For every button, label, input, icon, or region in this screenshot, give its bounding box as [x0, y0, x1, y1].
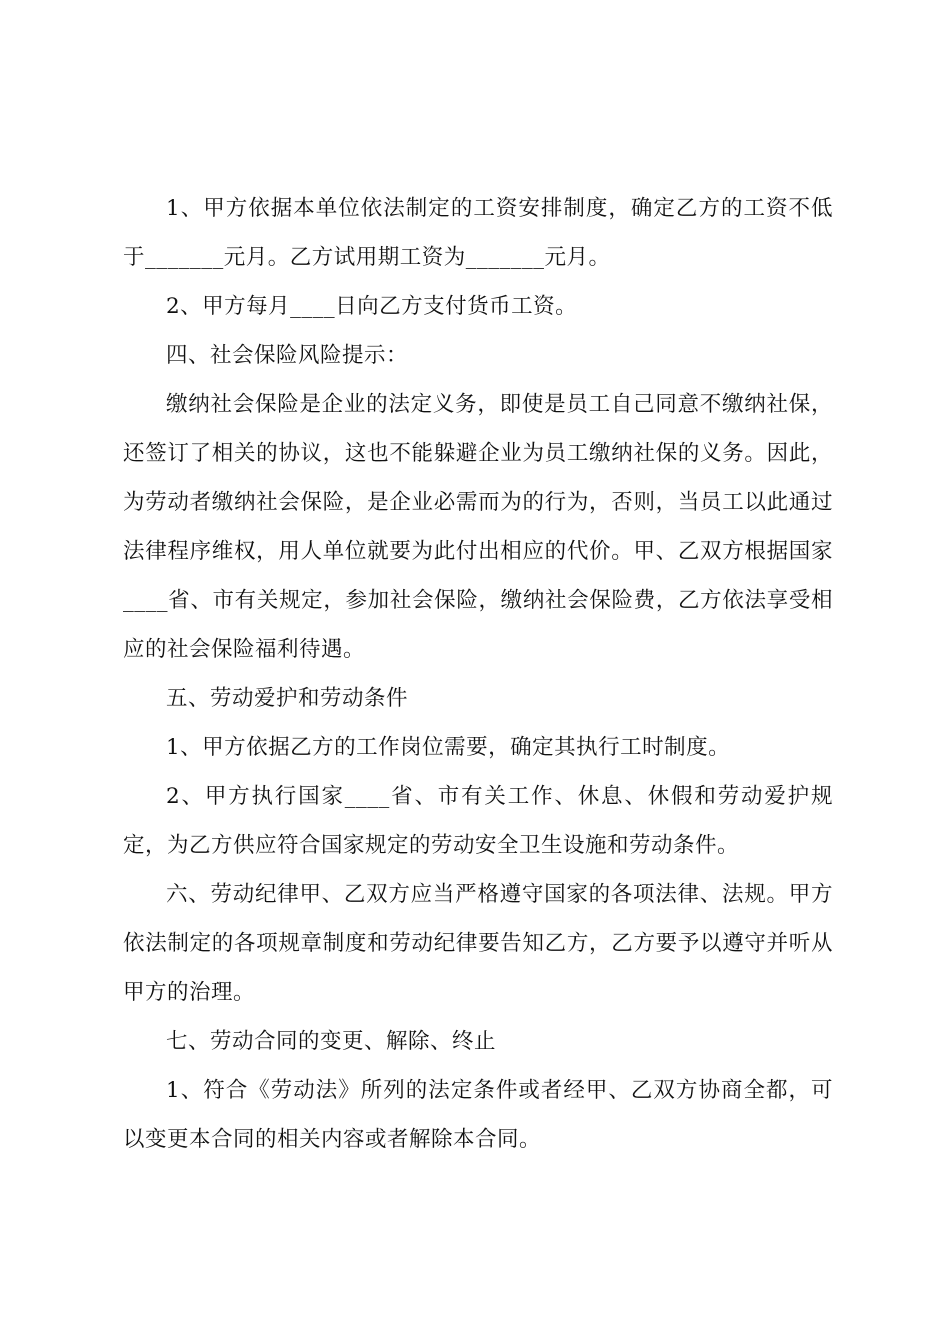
clause-contract-modification: 1、符合《劳动法》所列的法定条件或者经甲、乙双方协商全都，可以变更本合同的相关内容或者解除本合同。: [123, 1078, 833, 1152]
clause-labor-conditions: 2、甲方执行国家____省、市有关工作、休息、休假和劳动爱护规定，为乙方供应符合国家规定的劳动安全卫生设施和劳动条件。: [123, 784, 833, 858]
clause-wage-payday: 2、甲方每月____日向乙方支付货币工资。: [166, 294, 578, 319]
section-heading-social-insurance: 四、社会保险风险提示：: [166, 343, 409, 368]
clause-wage-minimum: 1、甲方依据本单位依法制定的工资安排制度，确定乙方的工资不低于_______元月。乙方试用期工资为_______元月。: [123, 196, 833, 270]
section-heading-contract-changes: 七、劳动合同的变更、解除、终止: [166, 1029, 497, 1054]
clause-labor-discipline: 六、劳动纪律甲、乙双方应当严格遵守国家的各项法律、法规。甲方依法制定的各项规章制度和劳动纪律要告知乙方，乙方要予以遵守并听从甲方的治理。: [123, 882, 833, 1005]
section-heading-labor-protection: 五、劳动爱护和劳动条件: [166, 686, 409, 711]
clause-social-insurance: 缴纳社会保险是企业的法定义务，即使是员工自己同意不缴纳社保，还签订了相关的协议，这也不能躲避企业为员工缴纳社保的义务。因此，为劳动者缴纳社会保险，是企业必需而为的行为，否则，当员工以此通过法律程序维权，用人单位就要为此付出相应的代价。甲、乙双方根据国家____省、市有关规定，参加社会保险，缴纳社会保险费，乙方依法享受相应的社会保险福利待遇。: [123, 392, 833, 662]
document-body: [123, 184, 833, 1164]
clause-working-hours: 1、甲方依据乙方的工作岗位需要，确定其执行工时制度。: [166, 735, 731, 760]
